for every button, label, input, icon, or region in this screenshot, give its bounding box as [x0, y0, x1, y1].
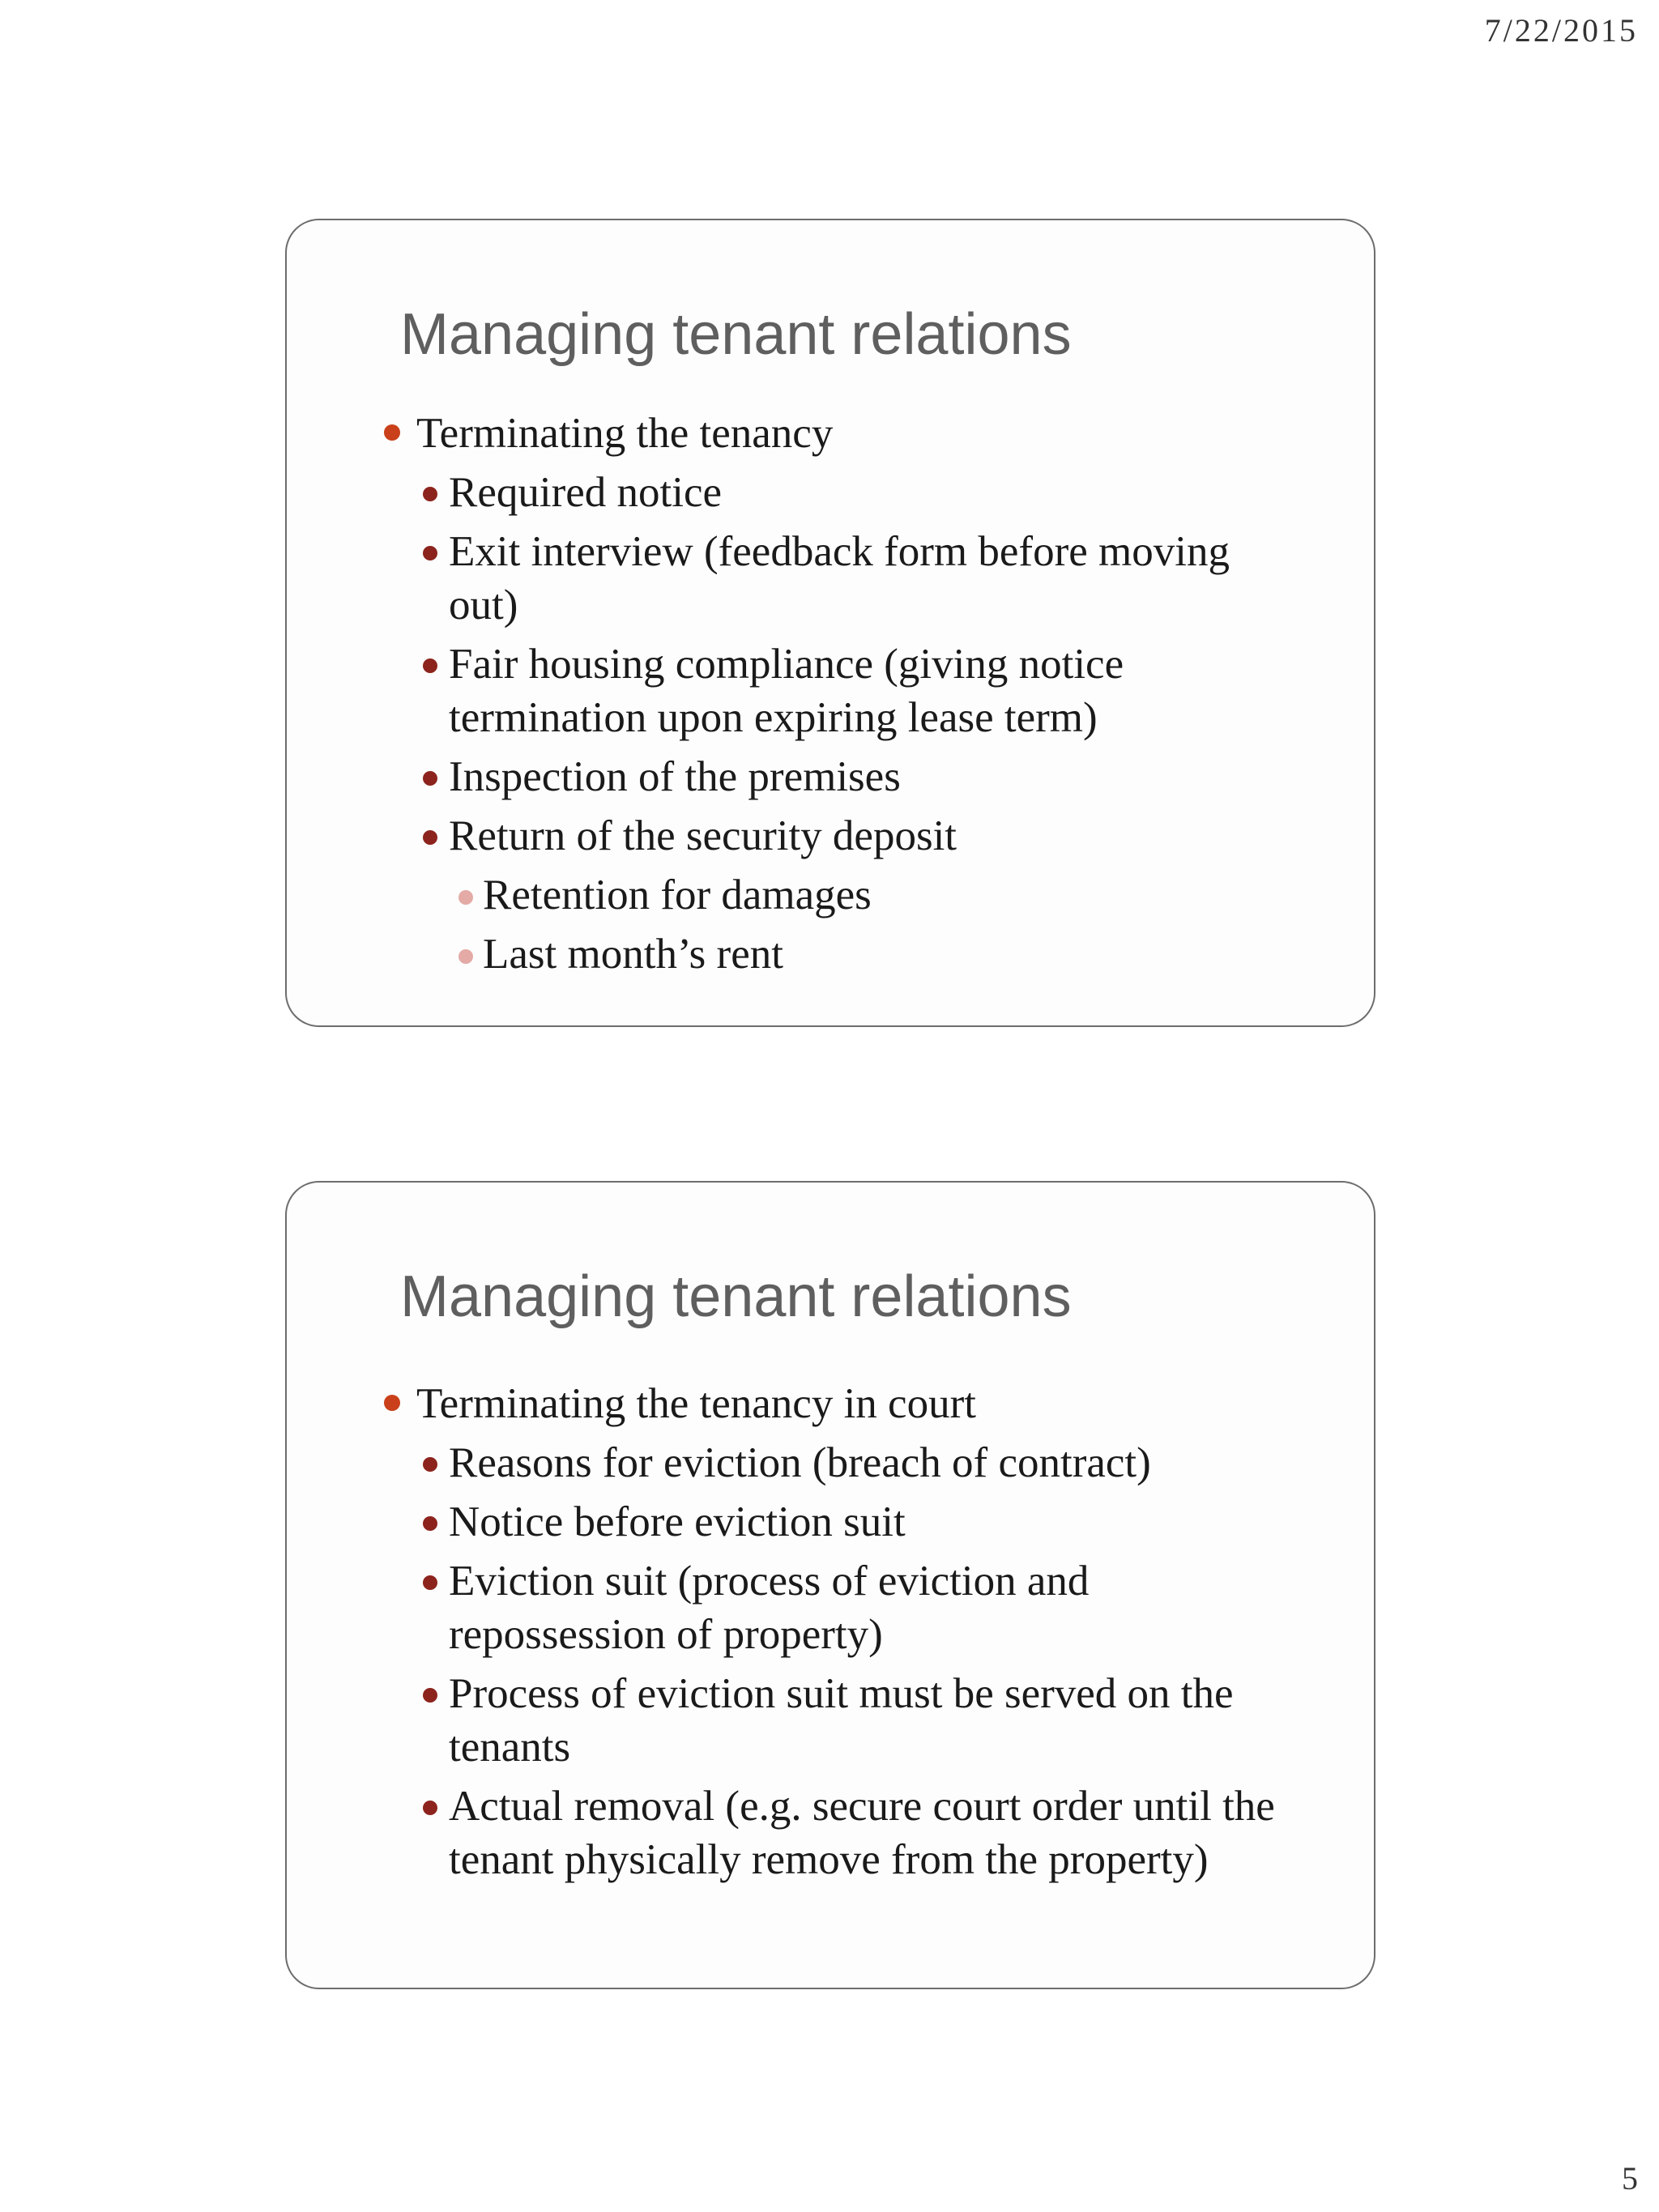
bullet-text: Retention for damages	[483, 872, 872, 918]
bullet-dot-icon	[458, 949, 473, 964]
bullet-item	[384, 637, 1275, 744]
bullet-text: Fair housing compliance (giving notice termination upon expiring lease term)	[449, 641, 1124, 741]
page-date: 7/22/2015	[1484, 12, 1638, 49]
bullet-text: Return of the security deposit	[449, 812, 957, 859]
bullet-item	[384, 750, 1275, 803]
bullet-item	[384, 1377, 1275, 1430]
bullet-item	[384, 1554, 1275, 1661]
bullet-text: Reasons for eviction (breach of contract)	[449, 1439, 1151, 1486]
bullet-dot-icon	[423, 487, 437, 501]
bullet-text: Terminating the tenancy in court	[416, 1380, 976, 1427]
bullet-text: Process of eviction suit must be served on the tenants	[449, 1670, 1234, 1771]
bullet-dot-icon	[423, 658, 437, 673]
bullet-dot-icon	[423, 771, 437, 786]
slide-1	[285, 219, 1375, 1027]
bullet-dot-icon	[458, 890, 473, 905]
bullet-text: Eviction suit (process of eviction and repossession of property)	[449, 1558, 1090, 1658]
bullet-item	[384, 1667, 1275, 1774]
bullet-list	[384, 1377, 1275, 1892]
bullet-dot-icon	[384, 1395, 400, 1411]
bullet-dot-icon	[423, 1457, 437, 1472]
bullet-dot-icon	[423, 1801, 437, 1815]
bullet-dot-icon	[423, 1575, 437, 1590]
bullet-item	[384, 809, 1275, 863]
slide-2	[285, 1181, 1375, 1989]
bullet-text: Terminating the tenancy	[416, 410, 834, 457]
bullet-dot-icon	[423, 830, 437, 845]
bullet-dot-icon	[423, 1516, 437, 1531]
bullet-item	[384, 525, 1275, 632]
slide-title: Managing tenant relations	[400, 302, 1072, 367]
bullet-item	[384, 927, 1275, 981]
bullet-item	[384, 868, 1275, 922]
bullet-text: Inspection of the premises	[449, 753, 901, 800]
bullet-item	[384, 466, 1275, 519]
bullet-dot-icon	[423, 1688, 437, 1703]
bullet-dot-icon	[423, 546, 437, 560]
bullet-item	[384, 407, 1275, 460]
bullet-list	[384, 407, 1275, 987]
bullet-item	[384, 1436, 1275, 1490]
bullet-text: Last month’s rent	[483, 931, 783, 978]
bullet-text: Notice before eviction suit	[449, 1498, 906, 1545]
bullet-text: Exit interview (feedback form before moving out)	[449, 528, 1230, 629]
bullet-text: Required notice	[449, 469, 723, 516]
bullet-item	[384, 1779, 1275, 1886]
page-number: 5	[1622, 2160, 1638, 2197]
slide-title: Managing tenant relations	[400, 1264, 1072, 1329]
bullet-item	[384, 1495, 1275, 1549]
bullet-text: Actual removal (e.g. secure court order until the tenant physically remove from the property)	[449, 1783, 1275, 1883]
bullet-dot-icon	[384, 424, 400, 441]
